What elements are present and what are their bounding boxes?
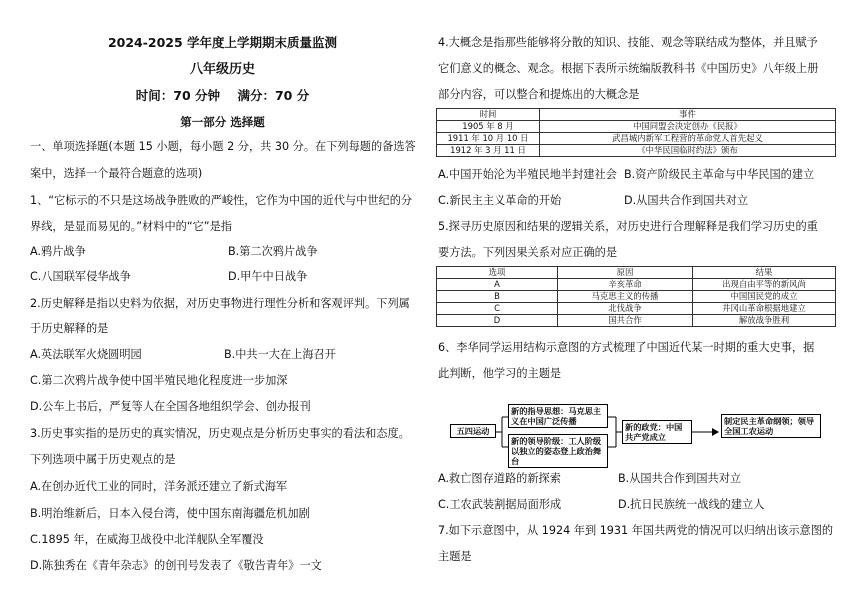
q5-table — [436, 266, 836, 327]
diagram-box-program: 制定民主革命纲领；领导全国工农运动 — [721, 414, 821, 438]
table-header: 时间 — [437, 109, 540, 121]
diagram-box-ideology: 新的指导思想：马克思主义在中国广泛传播 — [508, 404, 608, 428]
q6-stem-1: 6、李华同学运用结构示意图的方式梳理了中国近代某一时期的重大史事，据 — [438, 341, 815, 354]
exam-subject: 八年级历史 — [189, 62, 255, 77]
instructions-line-1: 一、单项选择题(本题 15 小题，每小题 2 分，共 30 分。在下列每题的备选答 — [30, 140, 416, 153]
table-cell: 国共合作 — [558, 315, 693, 327]
q6-structure-diagram — [450, 403, 822, 466]
table-header: 原因 — [558, 267, 693, 279]
exam-title: 2024-2025 学年度上学期期末质量监测 — [107, 35, 338, 50]
q3-option-d: D.陈独秀在《青年杂志》的创刊号发表了《敬告青年》一文 — [30, 559, 322, 572]
table-header: 结果 — [693, 267, 836, 279]
q2-option-c: C.第二次鸦片战争使中国半殖民地化程度进一步加深 — [30, 374, 288, 387]
q1-option-a: A.鸦片战争 — [30, 245, 86, 258]
q2-stem-1: 2.历史解释是指以史料为依据，对历史事物进行理性分析和客观评判。下列属 — [30, 297, 410, 310]
table-row — [437, 145, 836, 157]
q4-option-a: A.中国开始沦为半殖民地半封建社会 — [438, 168, 617, 181]
table-cell: 武昌城内新军工程营的革命党人首先起义 — [540, 133, 836, 145]
q6-stem-2: 此判断，他学习的主题是 — [438, 367, 562, 380]
table-cell: 出现自由平等的新风尚 — [693, 279, 836, 291]
q2-option-d: D.公车上书后，严复等人在全国各地组织学会、创办报刊 — [30, 400, 311, 413]
table-cell: 1905 年 8 月 — [437, 121, 540, 133]
table-cell: 辛亥革命 — [558, 279, 693, 291]
q1-option-d: D.甲午中日战争 — [228, 270, 308, 283]
q3-stem-1: 3.历史事实指的是历史的真实情况，历史观点是分析历史事实的看法和态度。 — [30, 427, 410, 440]
table-cell: 解放战争胜利 — [693, 315, 836, 327]
table-header-row — [437, 109, 836, 121]
diagram-root-box: 五四运动 — [450, 424, 496, 438]
q1-option-b: B.第二次鸦片战争 — [228, 245, 318, 258]
q7-stem-1: 7.如下示意图中，从 1924 年到 1931 年国共两党的情况可以归纳出该示意图的 — [438, 524, 834, 537]
table-cell: C — [437, 303, 558, 315]
q2-option-a: A.英法联军火烧圆明园 — [30, 348, 142, 361]
q6-option-d: D.抗日民族统一战线的建立人 — [618, 498, 765, 511]
table-row — [437, 133, 836, 145]
q1-stem-2: 界线，是显而易见的。”材料中的“它”是指 — [30, 220, 232, 233]
table-cell: 1911 年 10 月 10 日 — [437, 133, 540, 145]
q6-option-b: B.从国共合作到国共对立 — [618, 472, 742, 485]
table-cell: 中国同盟会决定创办《民报》 — [540, 121, 836, 133]
q4-option-d: D.从国共合作到国共对立 — [624, 194, 749, 207]
table-cell: B — [437, 291, 558, 303]
q1-stem-1: 1、“它标示的不只是这场战争胜败的严峻性，它作为中国的近代与中世纪的分 — [30, 194, 413, 207]
q2-option-b: B.中共一大在上海召开 — [224, 348, 336, 361]
table-cell: 中国国民党的成立 — [693, 291, 836, 303]
table-row — [437, 303, 836, 315]
table-row — [437, 315, 836, 327]
q7-stem-2: 主题是 — [438, 550, 472, 563]
q3-option-c: C.1895 年，在威海卫战役中北洋舰队全军覆没 — [30, 533, 264, 546]
q4-stem-2: 它们意义的概念、观念。根据下表所示统编版教科书《中国历史》八年级上册 — [438, 62, 819, 75]
q5-stem-2: 要方法。下列因果关系对应正确的是 — [438, 246, 618, 259]
diagram-box-class: 新的领导阶级：工人阶级以独立的姿态登上政治舞台 — [508, 434, 608, 468]
table-cell: 《中华民国临时约法》颁布 — [540, 145, 836, 157]
q4-option-c: C.新民主主义革命的开始 — [438, 194, 562, 207]
q4-table — [436, 108, 836, 157]
instructions-line-2: 案中，选择一个最符合题意的选项) — [30, 167, 203, 180]
table-header: 选项 — [437, 267, 558, 279]
diagram-box-party: 新的政党：中国共产党成立 — [622, 420, 692, 444]
table-cell: 马克思主义的传播 — [558, 291, 693, 303]
q5-stem-1: 5.探寻历史原因和结果的逻辑关系，对历史进行合理解释是我们学习历史的重 — [438, 220, 818, 233]
q4-stem-1: 4.大概念是指那些能够将分散的知识、技能、观念等联结成为整体，并且赋予 — [438, 36, 818, 49]
table-row — [437, 291, 836, 303]
q3-stem-2: 下列选项中属于历史观点的是 — [30, 453, 176, 466]
q3-option-a: A.在创办近代工业的同时，洋务派还建立了新式海军 — [30, 480, 288, 493]
q1-option-c: C.八国联军侵华战争 — [30, 270, 131, 283]
q6-option-a: A.救亡图存道路的新探索 — [438, 472, 561, 485]
table-row — [437, 121, 836, 133]
table-cell: A — [437, 279, 558, 291]
table-cell: D — [437, 315, 558, 327]
table-cell: 井冈山革命根据地建立 — [693, 303, 836, 315]
table-header: 事件 — [540, 109, 836, 121]
q2-stem-2: 于历史解释的是 — [30, 322, 109, 335]
table-cell: 1912 年 3 月 11 日 — [437, 145, 540, 157]
q4-option-b: B.资产阶级民主革命与中华民国的建立 — [624, 168, 815, 181]
table-header-row — [437, 267, 836, 279]
exam-time-info: 时间：70 分钟 满分：70 分 — [135, 88, 310, 103]
q6-option-c: C.工农武装割据局面形成 — [438, 498, 562, 511]
part-heading: 第一部分 选择题 — [180, 115, 265, 129]
table-row — [437, 279, 836, 291]
q3-option-b: B.明治维新后，日本入侵台湾，使中国东南海疆危机加剧 — [30, 507, 310, 520]
table-cell: 北伐战争 — [558, 303, 693, 315]
q4-stem-3: 部分内容，可以整合和提炼出的大概念是 — [438, 88, 640, 101]
